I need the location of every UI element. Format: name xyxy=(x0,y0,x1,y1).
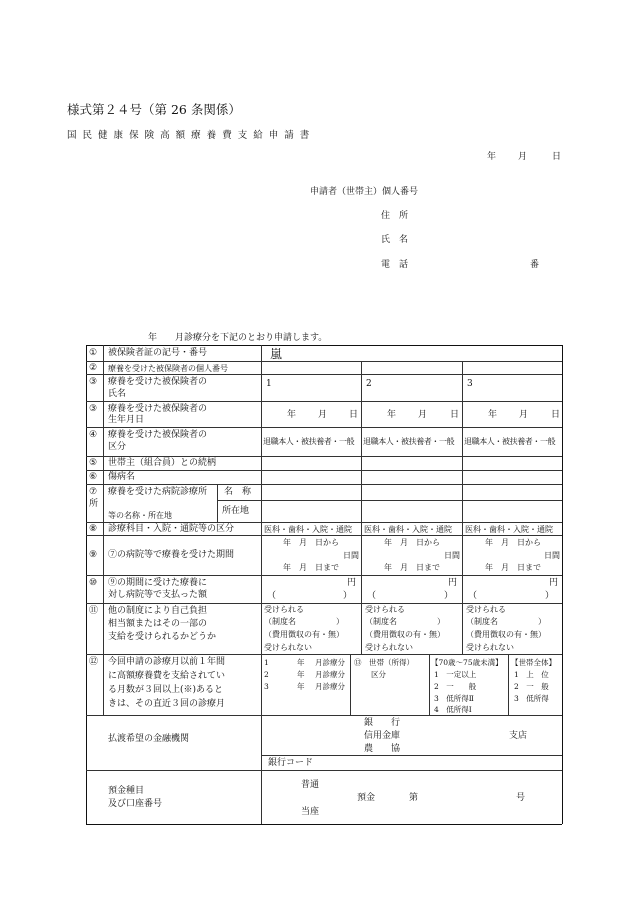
phone-ban: 番 xyxy=(530,260,540,270)
row7-label: 傷病名 xyxy=(108,472,136,482)
prior-month3-year: 年 xyxy=(297,682,305,691)
row3-label-1: 療養を受けた被保険者の xyxy=(108,377,208,387)
row9-label: 診療科目・入院・通院等の区分 xyxy=(108,524,235,534)
period2-days: 日間 xyxy=(444,551,460,560)
age70-opt4[interactable]: 4 低所得Ⅰ xyxy=(434,705,472,714)
row13-label-4: きは、その直近３回の診療月 xyxy=(108,699,226,709)
dept3-options[interactable]: 医科・歯科・入院・通院 xyxy=(465,525,553,534)
amount1-yen: 円 xyxy=(347,578,357,588)
row10-number: ⑨ xyxy=(89,550,98,560)
account-dai: 第 xyxy=(409,793,419,803)
applicant-phone: 電 話 xyxy=(381,260,409,270)
row7-number: ⑥ xyxy=(89,472,98,482)
account-yokin: 預金 xyxy=(357,793,376,803)
account-go: 号 xyxy=(516,793,526,803)
row8-number: ⑦ xyxy=(89,487,98,497)
amount1-paren-open: （ xyxy=(267,591,277,601)
hospital-name-label: 名 称 xyxy=(224,487,252,497)
age70-opt3[interactable]: 3 低所得Ⅱ xyxy=(434,694,474,703)
period1-from: 年 月 日から xyxy=(283,538,339,547)
age70-header: 【70歳～75歳未満】 xyxy=(431,658,503,667)
prior-month1-number: 1 xyxy=(264,658,269,667)
row8-label-2: 等の名称・所在地 xyxy=(108,511,172,520)
prior-month2-year: 年 xyxy=(297,670,305,679)
row11-label-1: ⑨の期間に受けた療養に xyxy=(108,578,208,588)
row4-label-1: 療養を受けた被保険者の xyxy=(108,404,208,414)
applicant-name: 氏 名 xyxy=(381,235,409,245)
row12-label-3: 支給を受けられるかどうか xyxy=(108,632,217,642)
row12-number: ⑪ xyxy=(89,606,99,616)
row2-label: 療養を受けた被保険者の個人番号 xyxy=(108,364,228,373)
birth1-month: 月 xyxy=(318,410,328,420)
bank-type-bank[interactable]: 銀 行 xyxy=(364,718,401,728)
birth1-year: 年 xyxy=(287,410,297,420)
birth2-year: 年 xyxy=(387,410,397,420)
bank-type-shinkin[interactable]: 信用金庫 xyxy=(364,731,401,741)
page-title: 国 民 健 康 保 険 高 額 療 養 費 支 給 申 請 書 xyxy=(67,130,311,141)
period2-to: 年 月 日まで xyxy=(384,563,440,572)
row1-label: 被保険者証の記号・番号 xyxy=(108,348,208,358)
prior-month3-month: 月診療分 xyxy=(315,682,345,691)
dept2-options[interactable]: 医科・歯科・入院・通院 xyxy=(364,525,452,534)
date-year: 年 xyxy=(487,152,497,162)
other1-yes[interactable]: 受けられる xyxy=(264,605,304,614)
applicant-address: 住 所 xyxy=(381,211,409,221)
prior-month2-month: 月診療分 xyxy=(315,670,345,679)
other1-no[interactable]: 受けられない xyxy=(264,643,312,652)
prior-month2-number: 2 xyxy=(264,670,269,679)
birth3-month: 月 xyxy=(519,410,529,420)
birth3-year: 年 xyxy=(488,410,498,420)
category2-options[interactable]: 退職本人・被扶養者・一般 xyxy=(363,437,455,446)
other2-system: （制度名 ） xyxy=(365,617,445,626)
row9-number: ⑧ xyxy=(89,524,98,534)
period3-to: 年 月 日まで xyxy=(485,563,541,572)
date-day: 日 xyxy=(552,152,562,162)
household-class-label-2: 区分 xyxy=(371,670,386,679)
prior-month1-month: 月診療分 xyxy=(315,658,345,667)
amount2-yen: 円 xyxy=(448,578,458,588)
row13-label-2: に高額療養費を支給されてい xyxy=(108,671,226,681)
period1-to: 年 月 日まで xyxy=(283,563,339,572)
row5-label-1: 療養を受けた被保険者の xyxy=(108,430,208,440)
other3-no[interactable]: 受けられない xyxy=(466,643,514,652)
birth1-day: 日 xyxy=(349,410,359,420)
intro-text: 年 月診療分を下記のとおり申請します。 xyxy=(148,333,328,343)
other3-fee[interactable]: （費用徴収の有・無） xyxy=(466,630,546,639)
prior-month1-year: 年 xyxy=(297,658,305,667)
category3-options[interactable]: 退職本人・被扶養者・一般 xyxy=(464,437,556,446)
applicant-label: 申請者（世帯主）個人番号 xyxy=(310,187,419,197)
row12-label-1: 他の制度により自己負担 xyxy=(108,606,208,616)
row13-label-1: 今回申請の診療月以前１年間 xyxy=(108,657,226,667)
other2-no[interactable]: 受けられない xyxy=(365,643,413,652)
other2-yes[interactable]: 受けられる xyxy=(365,605,405,614)
row8-sho: 所 xyxy=(89,499,99,509)
row1-number: ① xyxy=(89,348,98,358)
row11-label-2: 対し病院等で支払った額 xyxy=(108,590,208,600)
dept1-options[interactable]: 医科・歯科・入院・通院 xyxy=(264,525,352,534)
account-type-toza[interactable]: 当座 xyxy=(301,807,320,817)
birth2-month: 月 xyxy=(418,410,428,420)
other3-yes[interactable]: 受けられる xyxy=(466,605,506,614)
category1-options[interactable]: 退職本人・被扶養者・一般 xyxy=(263,437,355,446)
insured2-number: 2 xyxy=(366,379,372,389)
household-class-label: ⑬ 世帯（所得） xyxy=(354,658,414,667)
bank-code-label: 銀行コード xyxy=(268,758,314,768)
period3-days: 日間 xyxy=(544,551,560,560)
row10-label: ⑦の病院等で療養を受けた期間 xyxy=(108,550,235,560)
insured3-number: 3 xyxy=(467,379,473,389)
account-label-2: 及び口座番号 xyxy=(108,799,163,809)
birth2-day: 日 xyxy=(450,410,460,420)
amount3-yen: 円 xyxy=(549,578,559,588)
row6-number: ⑤ xyxy=(89,458,98,468)
other2-fee[interactable]: （費用徴収の有・無） xyxy=(365,630,445,639)
amount3-paren-close: ） xyxy=(545,591,555,601)
insured1-number: 1 xyxy=(266,379,272,389)
insurance-card-value[interactable]: 嵐 xyxy=(270,347,283,361)
row12-label-2: 相当額またはその一部の xyxy=(108,619,208,629)
other1-fee[interactable]: （費用徴収の有・無） xyxy=(264,630,344,639)
amount2-paren-close: ） xyxy=(444,591,454,601)
row4-label-2: 生年月日 xyxy=(108,415,145,425)
household-opt3[interactable]: 3 低所得 xyxy=(514,694,549,703)
account-label-1: 預金種目 xyxy=(108,786,145,796)
amount3-paren-open: （ xyxy=(468,591,478,601)
row4-number: ③ xyxy=(89,404,98,414)
bank-type-nokyo[interactable]: 農 協 xyxy=(364,744,401,754)
bank-branch: 支店 xyxy=(509,731,528,741)
row11-number: ⑩ xyxy=(89,578,98,588)
period2-from: 年 月 日から xyxy=(384,538,440,547)
row2-number: ② xyxy=(89,363,98,373)
age70-opt2[interactable]: 2 一 般 xyxy=(434,682,477,691)
amount2-paren-open: （ xyxy=(367,591,377,601)
household-opt2[interactable]: 2 一 般 xyxy=(514,682,549,691)
hospital-address-label: 所在地 xyxy=(222,506,250,516)
row3-number: ③ xyxy=(89,377,98,387)
other1-system: （制度名 ） xyxy=(264,617,344,626)
row8-label-1: 療養を受けた病院診療所 xyxy=(108,487,208,497)
household-opt1[interactable]: 1 上 位 xyxy=(514,670,549,679)
row13-number: ⑫ xyxy=(89,657,99,667)
household-header: 【世帯全体】 xyxy=(511,658,556,667)
date-month: 月 xyxy=(518,152,528,162)
account-type-futsu[interactable]: 普通 xyxy=(301,780,320,790)
row5-label-2: 区分 xyxy=(108,442,127,452)
form-number: 様式第２４号（第 26 条関係） xyxy=(67,102,241,117)
period1-days: 日間 xyxy=(343,551,359,560)
row3-label-2: 氏名 xyxy=(108,389,127,399)
age70-opt1[interactable]: 1 一定以上 xyxy=(434,670,477,679)
birth3-day: 日 xyxy=(551,410,561,420)
row13-label-3: る月数が３回以上(※)あると xyxy=(108,685,224,695)
bank-label: 払渡希望の金融機関 xyxy=(108,734,190,744)
prior-month3-number: 3 xyxy=(264,682,269,691)
period3-from: 年 月 日から xyxy=(485,538,541,547)
other3-system: （制度名 ） xyxy=(466,617,546,626)
amount1-paren-close: ） xyxy=(343,591,353,601)
row6-label: 世帯主（組合員）との続柄 xyxy=(108,458,217,468)
row5-number: ④ xyxy=(89,430,98,440)
